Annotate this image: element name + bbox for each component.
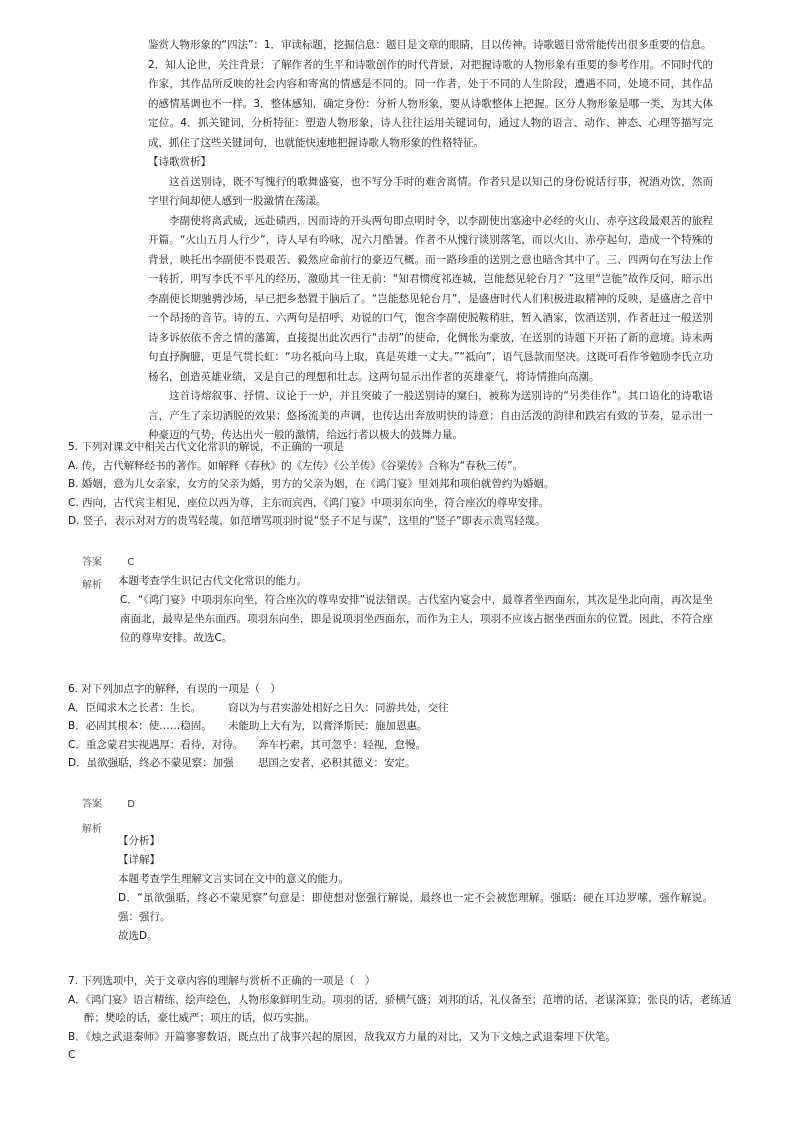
- q6-option-c-left: C．重念蒙君实视遇厚：看待，对待。: [68, 738, 244, 751]
- q6-option-c-right: 奔车朽索，其可忽乎：轻视，怠慢。: [258, 738, 426, 751]
- q6-option-b-left: B．必固其根本：使……稳固。: [68, 720, 212, 732]
- q5-answer-label: 答案: [82, 557, 102, 568]
- appreciation-title: 【诗歌赏析】: [148, 156, 211, 168]
- q6-analysis-line-3: 本题考查学生理解文言实词在文中的意义的能力。: [118, 873, 349, 885]
- appreciation-para-1: 这首送别诗，既不写愧行的歌舞盛宴，也不写分手时的难舍离情。作者只是以知己的身份说话行事，祝酒劝饮，然而字里行间却使人感到一股激情在荡漾。: [148, 175, 713, 207]
- question-7: [68, 972, 733, 1065]
- q6-analysis-line-5: 故选D。: [118, 930, 158, 942]
- q7-stem: 7. 下列选项中，关于文章内容的理解与赏析不正确的一项是（ ）: [68, 975, 376, 987]
- method-line-2: 2．知人论世，关注背景：了解作者的生平和诗歌创作的时代背景，对把握诗歌的人物形象有重要的参考作用。不同时代的作家，其作品所反映的社会内容和寄寓的情感是不同的。同一作者，处于不同的人生阶段，遭遇不同，处境不同，其作品的感情基调也不一样。3．整体感知，确定身份：分析人物形象，要从诗歌整体上把握。区分人物形象是哪一类，为其大体定位。4．抓关键词，分析特征：塑造人物形象，诗人往往运用关键词句，通过人物的语言、动作、神态、心理等描写完成，抓住了这些关键词句，也就能快速地把握诗歌人物形象的性格特征。: [148, 58, 713, 149]
- q6-answer-label: 答案: [82, 799, 102, 810]
- appreciation-para-2: 李副使将离武威，远赴碛西，因而诗的开头两句即点明时令，以李副使出塞途中必经的火山、赤亭这段最艰苦的旅程开篇。“火山五月人行少”，诗人早有吟咏，况六月酷暑。作者不从愧行谈别落笔，而以火山、赤亭起句，造成一个特殊的背景，映托出李副使不畏艰苦、毅然应命前行的豪迈气概。而一路珍重的送别之意也暗含其中了。三、四两句在写法上作一转折，明写李氏不平凡的经历，激励其一往无前：“知君惯度祁连城，岂能愁见轮台月？”这里“岂能”故作反问，暗示出李副使长期驰骋沙场，早已把乡愁置于脑后了。“岂能愁见轮台月”，是盛唐时代人们积极进取精神的反映，是盛唐之音中一个昂扬的音节。诗的五、六两句是招呼、劝说的口气，饱含李副使脱鞍稍驻，暂入酒家，饮酒送别，作者赶过一般送别诗多诉依依不舍之情的藩篱，直接提出此次西行“击胡”的使命，化惆怅为豪放，在送别的诗题下开拓了新的意境。诗末两句直抒胸臆，更是气贯长虹：“功名祗向马上取，真是英雄一丈夫。”“祗向”，语气恳款而坚决。这既可看作爷勉励李氏立功杨名，创造英雄业绩，又是自己的理想和壮志。这两句显示出作者的英雄豪气，将诗情推向高潮。: [148, 214, 713, 383]
- q5-analysis-body: [118, 572, 713, 648]
- q7-option-b: B．《烛之武退秦师》开篇寥寥数语，既点出了战事兴起的原因，敌我双方力量的对比，又为下文烛之武退秦埋下伏笔。: [68, 1030, 616, 1043]
- q7-option-c: C: [68, 1049, 76, 1061]
- q6-option-d-right: 思国之安者，必积其德义：安定。: [258, 757, 416, 769]
- q7-option-a: A．《鸿门宴》语言精练、绘声绘色，人物形象鲜明生动。项羽的话，骄横气盛；刘邦的话，礼仪备至；范增的话，老谋深算；张良的话，老练适醉；樊哙的话，豪壮威严；项庄的话，似巧实拙。: [68, 993, 732, 1024]
- q6-analysis-line-1: 【分析】: [118, 835, 160, 847]
- q6-answer-row: [82, 795, 135, 810]
- q6-analysis-body: [118, 832, 713, 946]
- question-5: [68, 438, 733, 531]
- method-line-1: 鉴赏人物形象的“四法”：1．审读标题，挖掘信息：题目是文章的眼睛，目以传神。诗歌题目常常能传出很多重要的信息。: [148, 39, 712, 51]
- q6-analysis-line-2: 【详解】: [118, 854, 160, 866]
- q6-option-a: [68, 699, 733, 718]
- q6-option-d: [68, 754, 733, 773]
- q6-option-b: [68, 717, 733, 736]
- q6-stem: 6. 对下列加点字的解释，有误的一项是（ ）: [68, 683, 281, 695]
- q5-answer-value: C: [127, 557, 135, 568]
- q5-answer-row: [82, 553, 134, 568]
- q5-option-a: A. 传，古代解释经书的著作。如解释《春秋》的《左传》《公羊传》《谷梁传》合称为“春秋三传”。: [68, 459, 524, 472]
- q5-stem: 5. 下列对课文中相关古代文化常识的解说，不正确的一项是: [68, 441, 344, 453]
- q6-option-a-right: 窃以为与君实游处相好之日久：同游共处，交往: [228, 701, 449, 714]
- q6-option-b-right: 未能助上大有为，以膏泽斯民：施加恩惠。: [228, 720, 428, 732]
- q6-option-a-left: A．臣闻求木之长者：生长。: [68, 701, 202, 714]
- intro-method-block: [148, 36, 713, 446]
- q5-analysis-line-1: 本题考查学生识记古代文化常识的能力。: [118, 575, 307, 587]
- q6-option-c: [68, 736, 733, 755]
- q5-analysis-line-2: C．“《鸿门宴》中项羽东向坐，符合座次的尊卑安排”说法错误。古代室内宴会中，最尊者坐西面东，其次是坐北向南，再次是坐南面北，最卑是坐东面西。项羽东向坐，即是说项羽坐西面东，而作为主人，项羽不应该占据坐西面东的位置。因此，不符合座位的尊卑安排。故选C。: [120, 594, 713, 644]
- q6-analysis-line-4: D．“虽欲强聒，终必不蒙见察”句意是：即使想对您强行解说，最终也一定不会被您理解。强聒：硬在耳边罗嗦，强作解说。强：强行。: [118, 892, 713, 923]
- q5-option-b: B. 婚姻，意为儿女亲家，女方的父亲为婚，男方的父亲为姻，在《鸿门宴》里刘邦和项伯就曾约为婚姻。: [68, 478, 555, 490]
- q6-analysis-label: 解析: [82, 824, 102, 835]
- q6-answer-value: D: [127, 799, 135, 810]
- question-6: [68, 680, 733, 773]
- q5-analysis-label: 解析: [82, 580, 102, 591]
- q6-option-d-left: D．虽欲强聒，终必不蒙见察：加强: [68, 757, 234, 769]
- q5-option-c: C. 西向，古代宾主相见，座位以西为尊，主东而宾西，《鸿门宴》中项羽东向坐，符合座次的尊卑安排。: [68, 496, 550, 509]
- q5-option-d: D. 竖子，表示对对方的贵骂轻蔑，如范增骂项羽时说“竖子不足与谋”，这里的“竖子”即表示贵骂轻蔑。: [68, 515, 546, 527]
- appreciation-para-3: 这首诗熔叙事、抒情、议论于一炉，并且突破了一般送别诗的窠臼，被称为送别诗的“另类佳作”。其口语化的诗歌语言，产生了亲切洒脱的效果；悠扬流美的声调，也传达出奔放明快的诗意；自由活泼的韵律和跌宕有致的节奏，显示出一种豪迈的气势，传达出火一般的激情，给远行者以极大的鼓舞力量。: [148, 390, 713, 441]
